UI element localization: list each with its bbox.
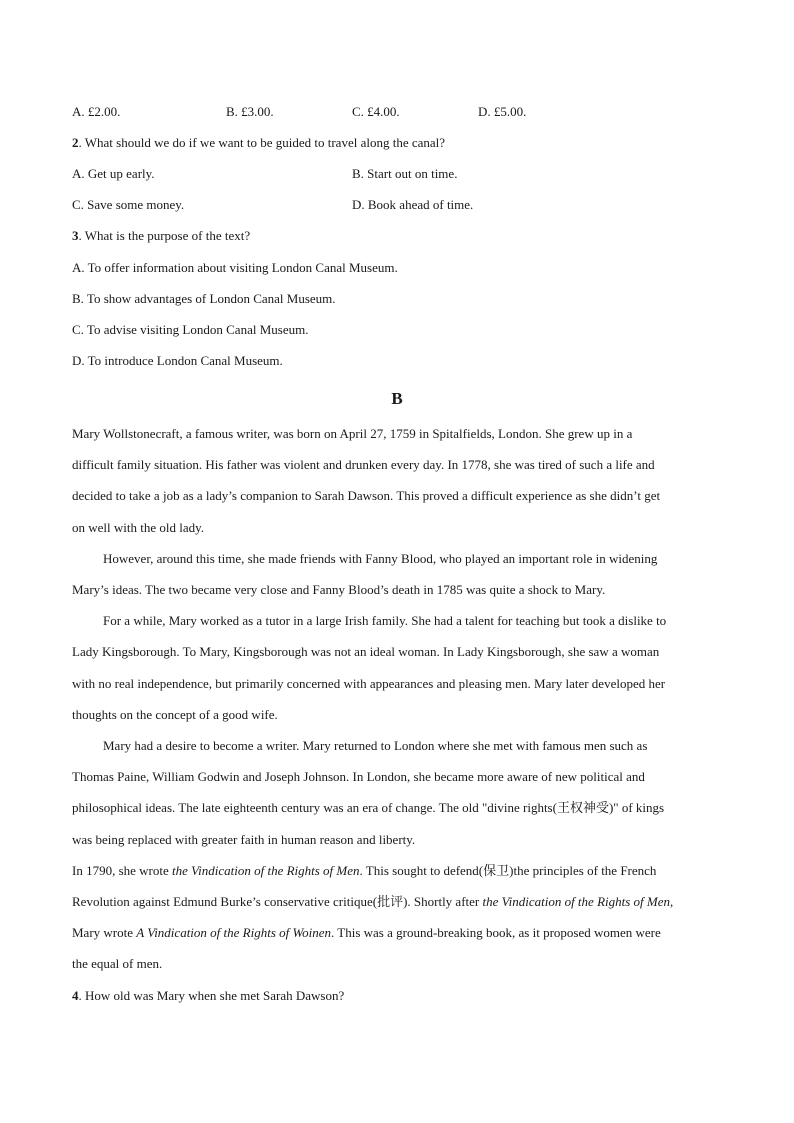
passage-line: thoughts on the concept of a good wife. xyxy=(72,707,278,722)
q1-option-a: A. £2.00. xyxy=(72,104,121,119)
passage-line xyxy=(72,925,661,941)
q2-option-b: B. Start out on time. xyxy=(352,166,458,181)
passage-line: However, around this time, she made friends with Fanny Blood, who played an important role in widening xyxy=(103,551,658,566)
passage-line xyxy=(72,863,656,879)
q3-stem xyxy=(72,228,250,244)
q3-number: 3 xyxy=(72,228,79,243)
passage-line: decided to take a job as a lady’s companion to Sarah Dawson. This proved a difficult experience as she didn’t get xyxy=(72,488,661,503)
passage-line: Mary had a desire to become a writer. Mary returned to London where she met with famous men such as xyxy=(103,738,648,753)
q2-number: 2 xyxy=(72,135,79,150)
passage-line: Lady Kingsborough. To Mary, Kingsborough was not an ideal woman. In Lady Kingsborough, she saw a woman xyxy=(72,644,660,659)
passage-line: difficult family situation. His father was violent and drunken every day. In 1778, she was tired of such a life and xyxy=(72,457,655,472)
q2-option-d: D. Book ahead of time. xyxy=(352,197,474,212)
q3-text: . What is the purpose of the text? xyxy=(78,228,251,243)
text-run: . This was a ground-breaking book, as it proposed women were xyxy=(331,925,661,940)
passage-line: with no real independence, but primarily concerned with appearances and pleasing men. Mary later developed her xyxy=(72,676,666,691)
q1-option-c: C. £4.00. xyxy=(352,104,400,119)
q4-stem xyxy=(72,988,344,1004)
q1-option-d: D. £5.00. xyxy=(478,104,527,119)
text-run: Mary wrote xyxy=(72,925,137,940)
book-title: A Vindication of the Rights of Woinen xyxy=(136,925,332,940)
text-run: . This sought to defend(保卫)the principles of the French xyxy=(359,863,657,878)
q2-text: . What should we do if we want to be guided to travel along the canal? xyxy=(78,135,446,150)
q2-stem xyxy=(72,135,445,151)
q1-option-b: B. £3.00. xyxy=(226,104,274,119)
passage-line: philosophical ideas. The late eighteenth century was an era of change. The old "divine rights(王权神受)" of kings xyxy=(72,800,665,815)
passage-line: the equal of men. xyxy=(72,956,163,971)
section-heading: B xyxy=(391,389,403,408)
passage-line: was being replaced with greater faith in human reason and liberty. xyxy=(72,832,416,847)
passage-line xyxy=(72,894,673,910)
text-run: , xyxy=(670,894,674,909)
passage-line: on well with the old lady. xyxy=(72,520,205,535)
passage-line: Mary Wollstonecraft, a famous writer, was born on April 27, 1759 in Spitalfields, London. She grew up in a xyxy=(72,426,633,441)
q3-option-a: A. To offer information about visiting London Canal Museum. xyxy=(72,260,398,275)
q3-option-b: B. To show advantages of London Canal Museum. xyxy=(72,291,336,306)
passage-line: For a while, Mary worked as a tutor in a large Irish family. She had a talent for teaching but took a dislike to xyxy=(103,613,667,628)
q4-text: . How old was Mary when she met Sarah Dawson? xyxy=(78,988,345,1003)
q3-option-d: D. To introduce London Canal Museum. xyxy=(72,353,283,368)
text-run: Revolution against Edmund Burke’s conservative critique(批评). Shortly after xyxy=(72,894,483,909)
passage-line: Thomas Paine, William Godwin and Joseph Johnson. In London, she became more aware of new political and xyxy=(72,769,645,784)
q2-option-a: A. Get up early. xyxy=(72,166,155,181)
passage-line: Mary’s ideas. The two became very close and Fanny Blood’s death in 1785 was quite a shock to Mary. xyxy=(72,582,606,597)
book-title: the Vindication of the Rights of Men xyxy=(482,894,671,909)
book-title: the Vindication of the Rights of Men xyxy=(172,863,360,878)
text-run: In 1790, she wrote xyxy=(72,863,173,878)
q3-option-c: C. To advise visiting London Canal Museum. xyxy=(72,322,309,337)
q2-option-c: C. Save some money. xyxy=(72,197,185,212)
q4-number: 4 xyxy=(72,988,79,1003)
